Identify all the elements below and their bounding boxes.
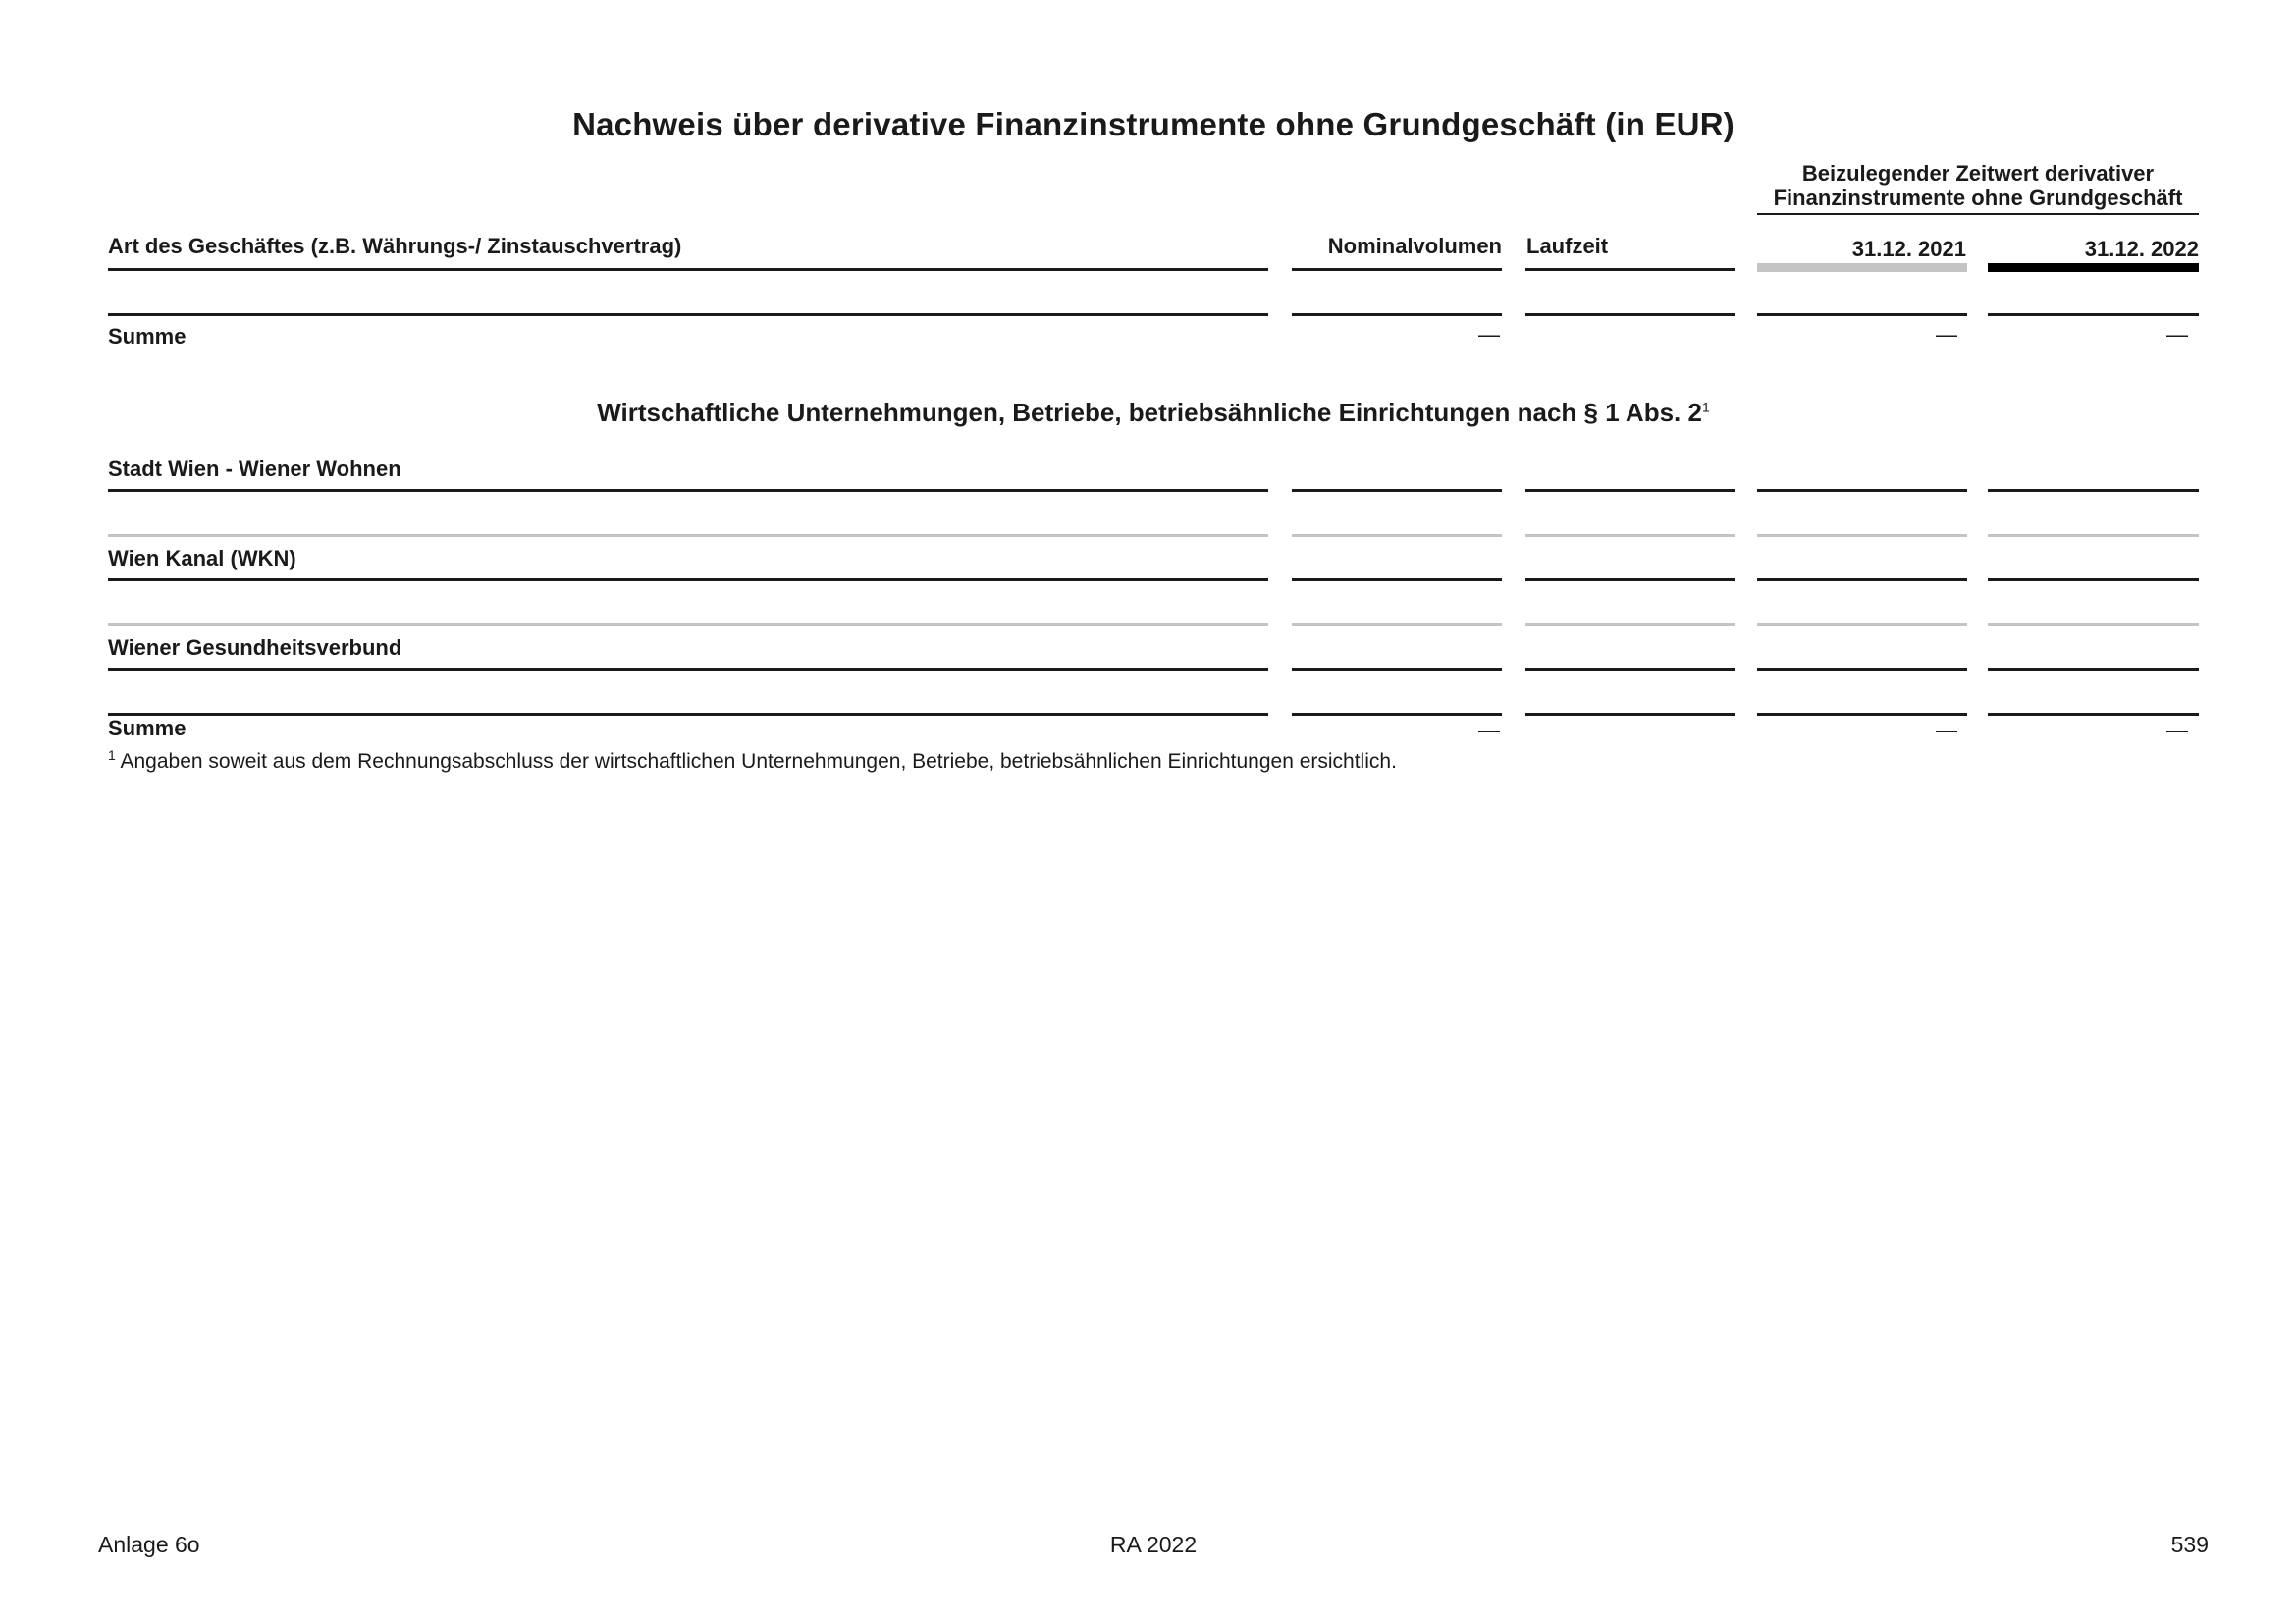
summe1-fv-2022-value: —	[2166, 322, 2188, 347]
entity1-rule-2021	[1757, 489, 1967, 492]
summe2-fv-2022-value: —	[2166, 718, 2188, 742]
entity2-subrule-art	[108, 623, 1268, 626]
entity2-subrule-2021	[1757, 623, 1967, 626]
summe2-nominal-value: —	[1478, 718, 1500, 742]
row-rule-laufzeit	[1525, 313, 1735, 316]
header-rule-art	[108, 268, 1268, 271]
column-header-nominalvolumen: Nominalvolumen	[1327, 234, 1502, 258]
entity1-rule-laufzeit	[1525, 489, 1735, 492]
footer-left: Anlage 6o	[98, 1532, 200, 1557]
entity-label-wien-kanal: Wien Kanal (WKN)	[108, 546, 296, 570]
row-rule-2022	[1988, 313, 2199, 316]
entity3-subrule-nominal	[1292, 713, 1502, 716]
entity-label-gesundheitsverbund: Wiener Gesundheitsverbund	[108, 635, 402, 660]
entity2-rule-2021	[1757, 578, 1967, 581]
row-rule-nominal	[1292, 313, 1502, 316]
page-title: Nachweis über derivative Finanzinstrumente ohne Grundgeschäft (in EUR)	[572, 106, 1735, 142]
header-band-2021	[1757, 263, 1967, 272]
fair-value-header-line1: Beizulegender Zeitwert derivativer	[1801, 161, 2155, 186]
entity2-subrule-2022	[1988, 623, 2199, 626]
column-header-date-2021: 31.12. 2021	[1851, 237, 1966, 261]
header-rule-laufzeit	[1525, 268, 1735, 271]
entity3-subrule-laufzeit	[1525, 713, 1735, 716]
footnote-mark: 1	[108, 747, 116, 763]
summe1-nominal-value: —	[1478, 322, 1500, 347]
summe1-fv-2021-value: —	[1936, 322, 1957, 347]
section-heading-text: Wirtschaftliche Unternehmungen, Betriebe, betriebsähnliche Einrichtungen nach § 1 Abs. 2	[597, 398, 1702, 427]
entity1-rule-2022	[1988, 489, 2199, 492]
row-rule-2021	[1757, 313, 1967, 316]
fair-value-header-rule	[1757, 213, 2199, 215]
section-heading	[0, 398, 2296, 428]
fair-value-header	[1757, 161, 2199, 210]
entity2-rule-nominal	[1292, 578, 1502, 581]
entity3-rule-nominal	[1292, 668, 1502, 671]
entity3-rule-2022	[1988, 668, 2199, 671]
entity3-subrule-2022	[1988, 713, 2199, 716]
entity3-subrule-art	[108, 713, 1268, 716]
entity3-rule-laufzeit	[1525, 668, 1735, 671]
entity1-rule-art	[108, 489, 1268, 492]
entity3-rule-2021	[1757, 668, 1967, 671]
summe-label-2: Summe	[108, 716, 187, 740]
footnote-text: Angaben soweit aus dem Rechnungsabschluss der wirtschaftlichen Unternehmungen, Betriebe, betriebsähnlichen Einrichtungen ersichtlich.	[120, 750, 1397, 773]
entity1-rule-nominal	[1292, 489, 1502, 492]
footnote	[108, 747, 1397, 774]
entity1-subrule-nominal	[1292, 534, 1502, 537]
section-footnote-mark: 1	[1701, 399, 1710, 415]
header-rule-nominal	[1292, 268, 1502, 271]
summe2-fv-2021-value: —	[1936, 718, 1957, 742]
entity3-rule-art	[108, 668, 1268, 671]
column-header-art: Art des Geschäftes (z.B. Währungs-/ Zinstauschvertrag)	[108, 234, 682, 258]
header-band-2022	[1988, 263, 2199, 272]
entity2-subrule-nominal	[1292, 623, 1502, 626]
column-header-laufzeit: Laufzeit	[1526, 234, 1609, 258]
entity2-subrule-laufzeit	[1525, 623, 1735, 626]
footer-center: RA 2022	[1109, 1532, 1198, 1557]
footer-page-number: 539	[2170, 1532, 2209, 1557]
entity3-subrule-2021	[1757, 713, 1967, 716]
entity1-subrule-2021	[1757, 534, 1967, 537]
entity1-subrule-art	[108, 534, 1268, 537]
entity-label-wiener-wohnen: Stadt Wien - Wiener Wohnen	[108, 457, 401, 481]
row-rule-art	[108, 313, 1268, 316]
entity2-rule-laufzeit	[1525, 578, 1735, 581]
fair-value-header-line2: Finanzinstrumente ohne Grundgeschäft	[1773, 186, 2183, 210]
entity1-subrule-laufzeit	[1525, 534, 1735, 537]
entity2-rule-2022	[1988, 578, 2199, 581]
summe-label-1: Summe	[108, 324, 187, 349]
entity2-rule-art	[108, 578, 1268, 581]
entity1-subrule-2022	[1988, 534, 2199, 537]
column-header-date-2022: 31.12. 2022	[2084, 237, 2199, 261]
